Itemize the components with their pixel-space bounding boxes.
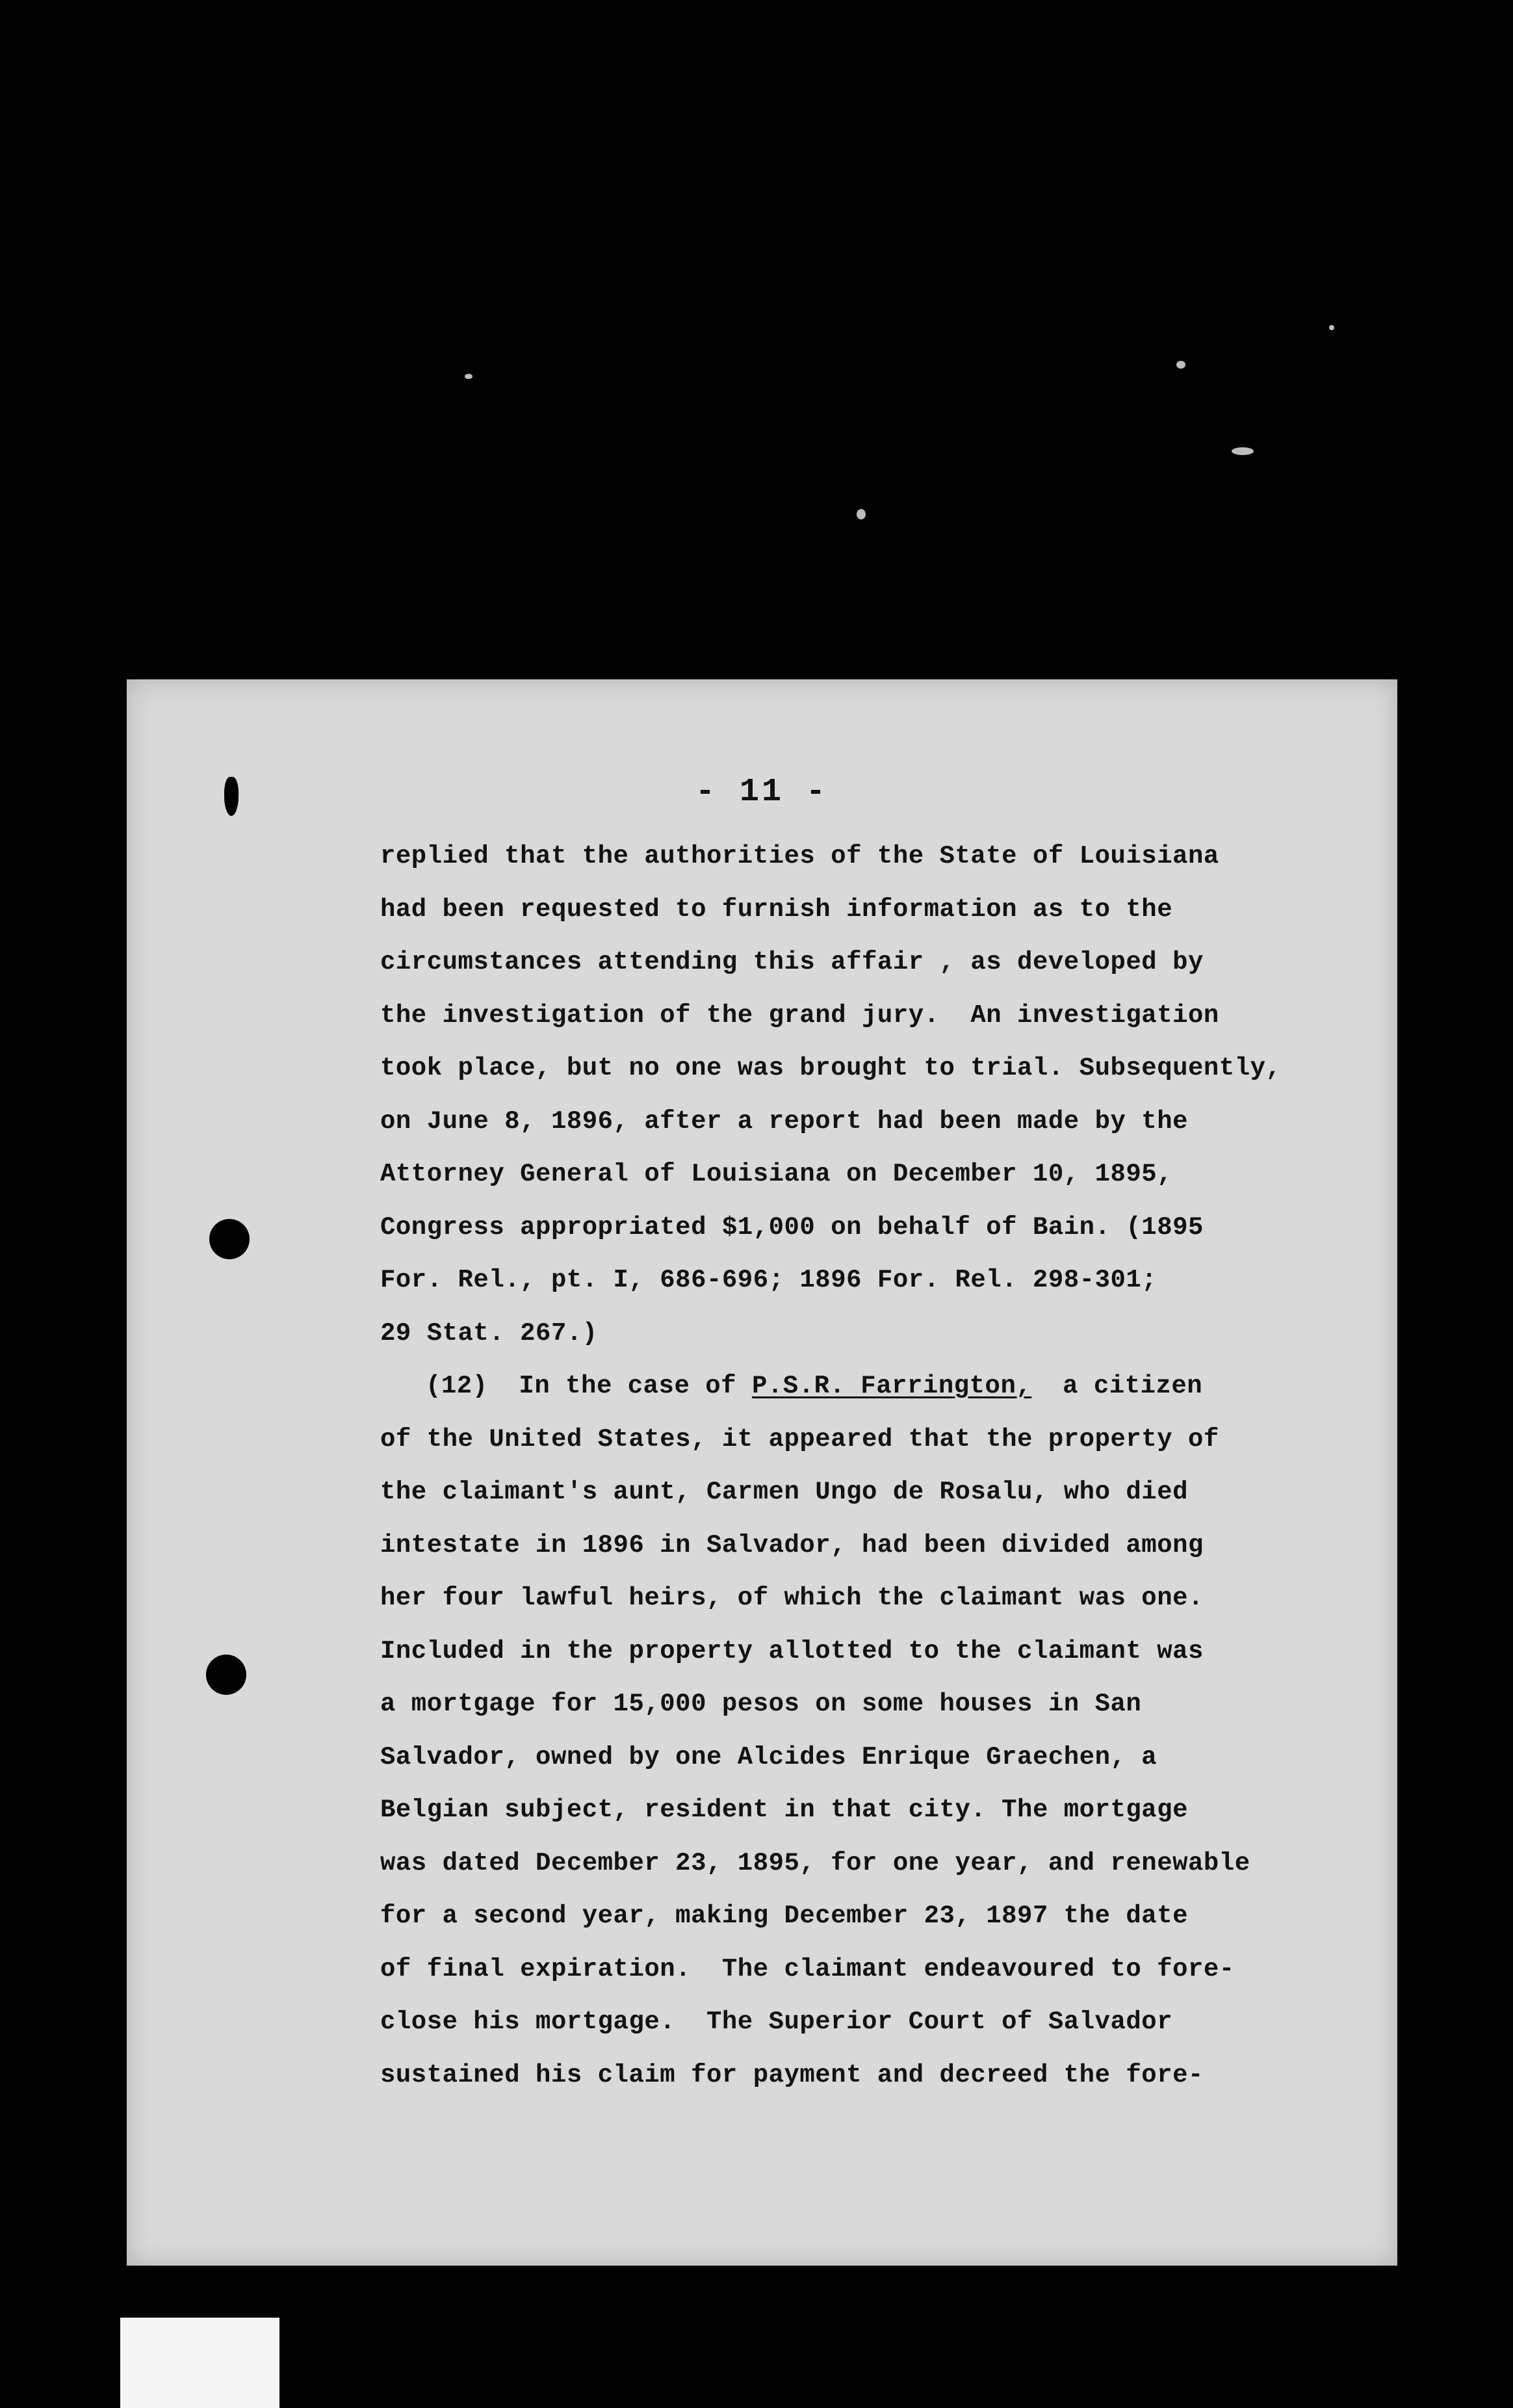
punch-hole xyxy=(206,1655,246,1695)
text-line: replied that the authorities of the State of Louisiana xyxy=(380,842,1219,870)
text-line: Belgian subject, resident in that city. The mortgage xyxy=(380,1796,1188,1824)
text-line: circumstances attending this affair , as developed by xyxy=(380,948,1204,976)
paragraph-prefix: (12) In the case of xyxy=(426,1372,752,1400)
scan-speck xyxy=(1176,361,1185,369)
punch-hole xyxy=(209,1219,250,1259)
text-line: a mortgage for 15,000 pesos on some houses in San xyxy=(380,1690,1142,1718)
scan-speck xyxy=(1232,447,1254,455)
claimant-name: P.S.R. Farrington, xyxy=(751,1372,1032,1400)
page-number: - 11 - xyxy=(695,774,829,811)
text-line: Included in the property allotted to the claimant was xyxy=(380,1637,1204,1666)
scan-speck xyxy=(465,374,472,379)
text-line: the investigation of the grand jury. An investigation xyxy=(380,1001,1219,1030)
text-line: close his mortgage. The Superior Court of Salvador xyxy=(380,2008,1173,2036)
text-line: For. Rel., pt. I, 686-696; 1896 For. Rel. 298-301; xyxy=(380,1266,1157,1294)
text-line: the claimant's aunt, Carmen Ungo de Rosalu, who died xyxy=(380,1478,1188,1506)
text-line: on June 8, 1896, after a report had been made by the xyxy=(380,1107,1188,1136)
text-line: of the United States, it appeared that the property of xyxy=(380,1425,1219,1454)
scan-label-strip xyxy=(120,2318,279,2408)
text-line: intestate in 1896 in Salvador, had been divided among xyxy=(380,1531,1204,1560)
paragraph-suffix: a citizen xyxy=(1031,1372,1203,1400)
text-line: Congress appropriated $1,000 on behalf of Bain. (1895 xyxy=(380,1213,1204,1242)
text-line: Attorney General of Louisiana on December 10, 1895, xyxy=(380,1160,1173,1188)
text-line: 29 Stat. 267.) xyxy=(380,1319,598,1348)
text-line: of final expiration. The claimant endeavoured to fore- xyxy=(380,1955,1235,1983)
text-line: her four lawful heirs, of which the claimant was one. xyxy=(380,1584,1204,1612)
scan-speck xyxy=(1329,325,1334,330)
text-line: was dated December 23, 1895, for one year, and renewable xyxy=(380,1849,1250,1878)
text-line: sustained his claim for payment and decreed the fore- xyxy=(380,2061,1204,2089)
text-line: took place, but no one was brought to trial. Subsequently, xyxy=(380,1054,1282,1082)
text-line: Salvador, owned by one Alcides Enrique Graechen, a xyxy=(380,1743,1157,1772)
text-line: for a second year, making December 23, 1897 the date xyxy=(380,1902,1188,1930)
ink-mark xyxy=(224,777,239,816)
paragraph-opening-line xyxy=(426,1372,1202,1400)
text-line: had been requested to furnish information as to the xyxy=(380,895,1173,924)
scan-speck xyxy=(857,509,866,519)
